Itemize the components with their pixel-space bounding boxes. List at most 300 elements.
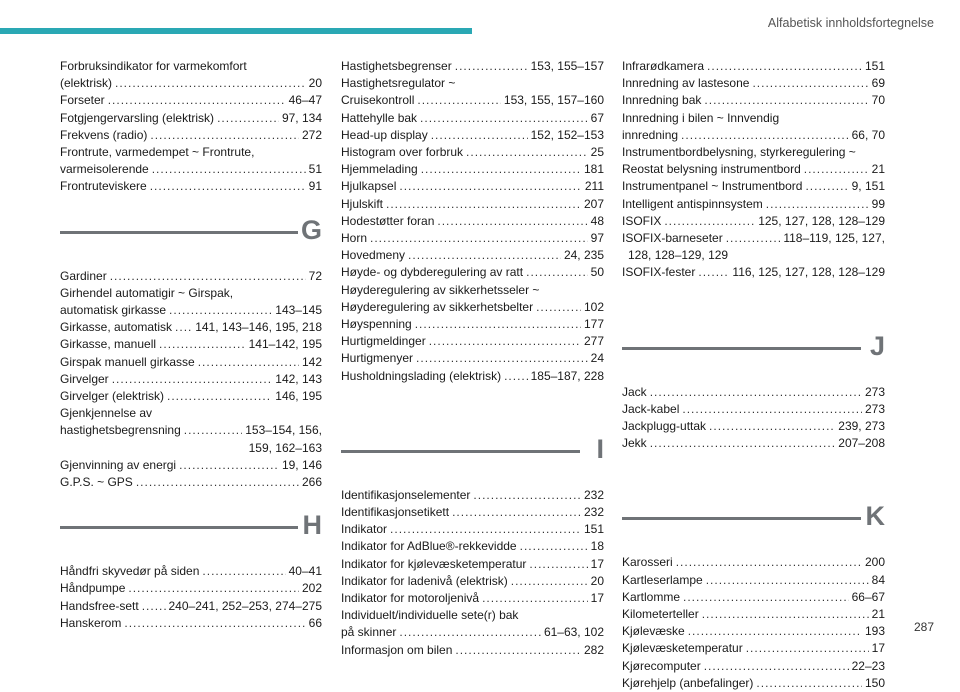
leader-dots [399,624,541,641]
index-entry-pages: 153, 155, 157–160 [503,93,604,108]
index-entry-pages-continued: 159, 162–163 [248,440,322,455]
index-entry-line [60,268,322,285]
index-entry-line [622,110,885,127]
index-entry-line [622,658,885,675]
index-entry-line [60,598,322,615]
leader-dots [676,554,862,571]
index-entry-pages: 97, 134 [281,110,322,125]
leader-dots [390,521,581,538]
leader-dots [421,161,581,178]
index-entry-line [341,556,604,573]
index-entry-term: Histogram over forbruk [341,145,464,160]
index-entry [341,504,604,521]
index-entry-term: Hastighetsregulator ~ [341,76,456,91]
index-entry-line [341,230,604,247]
index-entry-pages: 18 [590,539,604,554]
index-entry-term: ISOFIX-fester [622,265,696,280]
leader-dots [683,589,849,606]
index-entry-pages: 282 [583,642,604,657]
index-entry-line [60,178,322,195]
index-entry [60,388,322,405]
index-entry-line [341,642,604,659]
index-entry-line [341,247,604,264]
index-entry [60,92,322,109]
index-entry-term: Innredning av lastesone [622,76,750,91]
index-entry [341,58,604,75]
index-entry [622,606,885,623]
leader-dots [664,213,755,230]
index-entry-line [341,264,604,281]
index-entry-line [60,127,322,144]
index-entry-line [622,418,885,435]
leader-dots [159,336,246,353]
index-entry-line [60,161,322,178]
index-entry-term: Hanskerom [60,615,122,630]
leader-dots [466,144,588,161]
index-entry [341,213,604,230]
index-entry-line [341,58,604,75]
section-rule [60,526,298,529]
index-entry-pages: 240–241, 252–253, 274–275 [168,598,322,613]
index-entry-pages: 9, 151 [851,179,885,194]
leader-dots [726,230,781,247]
index-entry-line [341,573,604,590]
index-column-2 [341,58,604,659]
index-entry-term: Hjemmelading [341,162,418,177]
index-entry [622,92,885,109]
index-entry-line [622,196,885,213]
index-entry-term: Frontrute, varmedempet ~ Frontrute, [60,145,255,160]
index-entry [622,572,885,589]
index-entry-pages: 40–41 [288,564,322,579]
index-entry-term: Girkasse, automatisk [60,320,173,335]
index-entry [341,92,604,109]
leader-dots [756,675,862,692]
section-letter: I [596,433,604,464]
index-entry [341,230,604,247]
index-entry-term: Kjølevæsketemperatur [622,641,743,656]
index-entry-pages: 153–154, 156, [245,423,322,438]
index-entry-line [60,144,322,161]
leader-dots [429,333,581,350]
leader-dots [804,161,869,178]
index-entry [60,457,322,474]
leader-dots [698,264,729,281]
index-entry-line [341,161,604,178]
index-entry-pages-continued: 128, 128–129, 129 [628,248,729,263]
index-entry-pages: 152, 152–153 [530,127,604,142]
index-entry [60,161,322,178]
index-entry-line [60,580,322,597]
index-entry-term: Høyderegulering av sikkerhetsbelter [341,299,534,314]
index-entry-line [341,299,604,316]
index-entry-term: Kilometerteller [622,607,699,622]
index-entry-pages: 84 [871,572,885,587]
index-entry [60,127,322,144]
section-rule [341,450,580,453]
index-entry-term: Instrumentpanel ~ Instrumentbord [622,179,803,194]
index-entry-pages: 239, 273 [838,419,885,434]
leader-dots [112,371,273,388]
leader-dots [198,354,299,371]
index-entry-term: Infrarødkamera [622,59,705,73]
index-entry-term: Indikator for motoroljenivå [341,591,480,606]
index-entry-line [341,75,604,92]
index-entry-pages: 22–23 [851,658,885,673]
index-entry-line [622,75,885,92]
index-entry [60,336,322,353]
index-entry [341,487,604,504]
index-entry-pages: 200 [864,555,885,570]
leader-dots [408,247,561,264]
index-entry-line [60,319,322,336]
index-entry-line [341,607,604,624]
index-entry-term: Karosseri [622,555,673,570]
index-entry-term: Jekk [622,436,647,451]
section-spacer [622,282,885,312]
index-entry-pages: 17 [871,641,885,656]
index-entry-term: hastighetsbegrensning [60,423,181,438]
index-entry-term: Girspak manuell girkasse [60,354,195,369]
index-entry-term: Jack [622,384,647,399]
index-entry-pages: 207 [583,196,604,211]
leader-dots [108,92,286,109]
index-entry [341,75,604,92]
index-entry-term: ISOFIX [622,213,662,228]
index-entry-term: Individuelt/individuelle sete(r) bak [341,608,519,623]
index-entry [60,58,322,75]
index-entry-pages: 51 [308,162,322,177]
index-entry-line [622,161,885,178]
index-entry-term: Identifikasjonselementer [341,487,471,502]
index-entry [341,573,604,590]
index-entry [622,127,885,144]
index-entry [622,213,885,230]
index-entry [341,316,604,333]
index-entry-term: Indikator for kjølevæsketemperatur [341,556,527,571]
index-entry-term: ISOFIX-barneseter [622,231,723,246]
index-entry [622,161,885,178]
index-entry-pages: 20 [590,573,604,588]
index-entry [622,58,885,75]
index-entry-pages: 151 [583,522,604,537]
index-entry-pages: 193 [864,624,885,639]
index-entry-line [341,333,604,350]
leader-dots [415,316,581,333]
index-entry-line [622,384,885,401]
leader-dots [805,178,848,195]
index-entry-line [341,213,604,230]
leader-dots [115,75,306,92]
index-entry [622,435,885,452]
index-entry-line [60,388,322,405]
leader-dots [142,598,166,615]
index-entry-term: (elektrisk) [60,76,113,91]
index-entry-line [341,127,604,144]
index-entry [60,75,322,92]
index-entry-line [60,354,322,371]
leader-dots [431,127,528,144]
index-entry-pages: 181 [583,162,604,177]
index-entry-term: Hjulkapsel [341,179,397,194]
leader-dots [526,264,588,281]
leader-dots [709,418,835,435]
section-letter: G [300,214,322,245]
index-entry-term: G.P.S. ~ GPS [60,475,133,490]
index-entry-line [341,350,604,367]
index-entry-term: Girvelger (elektrisk) [60,389,165,404]
index-entry-line [622,230,885,247]
leader-dots [386,196,581,213]
section-heading [60,497,322,557]
leader-dots [128,580,299,597]
index-entry-term: Innredning bak [622,93,702,108]
index-entry-pages: 19, 146 [281,457,322,472]
index-entry-term: Cruisekontroll [341,93,415,108]
index-entry-line [622,144,885,161]
index-entry-term: Gjenvinning av energi [60,457,177,472]
index-entry-line [60,110,322,127]
index-entry-pages: 17 [590,591,604,606]
leader-dots [150,178,306,195]
index-entry-pages: 211 [584,179,604,194]
index-entry-line [60,615,322,632]
index-entry [341,178,604,195]
index-entry-pages: 91 [308,179,322,194]
index-entry [60,178,322,195]
index-entry [622,264,885,281]
index-entry [60,354,322,371]
leader-dots [511,573,588,590]
leader-dots [417,92,501,109]
index-entry-pages: 232 [583,487,604,502]
index-entry-line [60,457,322,474]
index-entry [622,110,885,127]
index-entry [60,144,322,161]
index-entry-term: Håndpumpe [60,581,126,596]
leader-dots [752,75,868,92]
index-entry-pages: 116, 125, 127, 128, 128–129 [732,265,885,280]
index-entry-pages: 24 [590,351,604,366]
leader-dots [416,350,588,367]
index-entry-line [341,316,604,333]
index-entry-term: innredning [622,127,679,142]
index-entry [622,418,885,435]
leader-dots [124,615,305,632]
index-entry-pages: 69 [871,76,885,91]
index-entry [341,299,604,316]
leader-dots [169,302,272,319]
index-entry [341,110,604,127]
index-entry-term: Jack-kabel [622,401,680,416]
index-entry-term: Reostat belysning instrumentbord [622,162,801,177]
leader-dots [179,457,279,474]
index-entry-pages: 66 [308,615,322,630]
index-entry [341,144,604,161]
index-entry [60,319,322,336]
index-entry-term: Kjørehjelp (anbefalinger) [622,675,754,690]
index-entry-pages: 273 [864,384,885,399]
index-entry [60,110,322,127]
index-entry-line [60,92,322,109]
index-entry-pages: 141–142, 195 [248,337,322,352]
leader-dots [202,563,285,580]
index-entry [622,589,885,606]
index-entry-pages: 25 [590,145,604,160]
index-entry-term: varmeisolerende [60,162,149,177]
index-entry-term: Høyde- og dybderegulering av ratt [341,265,524,280]
index-entry-line [622,435,885,452]
index-entry [622,554,885,571]
index-entry [341,282,604,299]
index-entry-line [622,92,885,109]
section-rule [60,231,298,234]
index-entry [341,538,604,555]
index-entry-pages: 232 [583,505,604,520]
index-entry [60,371,322,388]
leader-dots [704,92,868,109]
index-entry-term: Kjørecomputer [622,658,701,673]
index-entry-pages: 72 [308,268,322,283]
index-entry [60,598,322,615]
page-header-title: Alfabetisk innholdsfortegnelse [767,16,934,30]
leader-dots [520,538,588,555]
index-entry-pages: 153, 155–157 [530,59,604,73]
section-heading [622,318,885,378]
index-entry [341,590,604,607]
index-entry-line [60,302,322,319]
index-entry-term: Horn [341,231,368,246]
leader-dots [482,590,588,607]
leader-dots [175,319,192,336]
leader-dots [536,299,581,316]
index-entry [341,196,604,213]
index-entry-line [622,213,885,230]
leader-dots [529,556,587,573]
leader-dots [452,504,581,521]
index-entry-term: Girkasse, manuell [60,337,157,352]
index-entry-term: Hattehylle bak [341,110,418,125]
index-entry-pages: 141, 143–146, 195, 218 [195,320,322,335]
leader-dots [399,178,582,195]
index-entry [622,640,885,657]
index-entry-pages: 142 [301,354,322,369]
index-entry-term: Head-up display [341,127,428,142]
leader-dots [152,161,306,178]
index-entry-pages: 273 [864,401,885,416]
leader-dots [150,127,299,144]
index-entry-pages: 67 [590,110,604,125]
index-entry [341,368,604,385]
leader-dots [682,401,862,418]
index-entry [341,624,604,641]
index-entry-line [341,538,604,555]
index-entry-pages: 151 [864,59,885,73]
index-entry-term: Indikator [341,522,388,537]
index-entry-line [341,282,604,299]
index-entry-line [341,92,604,109]
index-entry [622,675,885,692]
index-entry-term: Identifikasjonsetikett [341,505,450,520]
index-entry-line [60,75,322,92]
index-entry-term: Forbruksindikator for varmekomfort [60,59,247,73]
index-entry-term: Håndfri skyvedør på siden [60,564,200,579]
index-entry-line [341,110,604,127]
index-entry [622,384,885,401]
index-entry-line [622,178,885,195]
index-entry-pages: 150 [864,675,885,690]
index-entry-line [341,504,604,521]
leader-dots [504,368,528,385]
index-entry-line [622,589,885,606]
index-entry-line [341,590,604,607]
index-entry-pages: 17 [590,556,604,571]
index-entry-term: Girhendel automatigir ~ Girspak, [60,285,234,300]
index-entry-line [60,58,322,75]
index-entry-line [60,422,322,439]
index-entry-pages: 61–63, 102 [543,625,604,640]
leader-dots [455,58,528,75]
index-entry-term: Gardiner [60,268,107,283]
section-heading [341,421,604,481]
index-entry-pages: 125, 127, 128, 128–129 [758,213,885,228]
header-accent-bar [0,28,472,34]
index-entry-pages: 99 [871,196,885,211]
index-entry-pages: 143–145 [275,303,322,318]
leader-dots [704,658,849,675]
index-entry-term: Kartlomme [622,589,681,604]
index-entry-line [622,606,885,623]
section-letter: H [302,510,322,541]
index-entry-pages: 102 [583,299,604,314]
leader-dots [706,572,869,589]
index-entry-term: Gjenkjennelse av [60,406,153,421]
index-entry-term: Intelligent antispinnsystem [622,196,763,211]
section-spacer [622,452,885,482]
index-entry-line [341,144,604,161]
section-rule [622,347,861,350]
index-entry-pages: 177 [583,317,604,332]
leader-dots [707,58,862,75]
index-entry [60,268,322,285]
index-entry-term: Jackplugg-uttak [622,419,707,434]
section-heading [622,488,885,548]
index-entry-term: Hovedmeny [341,248,406,263]
leader-dots [110,268,306,285]
index-entry [622,178,885,195]
index-entry-pages: 185–187, 228 [530,368,604,383]
index-entry-term: Forseter [60,93,105,108]
index-entry-pages: 48 [590,213,604,228]
index-entry [341,247,604,264]
index-entry-line [341,178,604,195]
index-entry [60,580,322,597]
index-entry-line [60,336,322,353]
index-entry-term: Hurtigmeldinger [341,334,426,349]
index-entry-line [622,675,885,692]
index-entry [341,556,604,573]
leader-dots [420,110,588,127]
leader-dots [473,487,581,504]
index-entry-line [341,196,604,213]
index-entry [622,230,885,264]
index-entry [341,642,604,659]
index-entry-term: Hodestøtter foran [341,213,435,228]
index-entry [60,285,322,302]
index-entry-term: Frekvens (radio) [60,127,148,142]
index-entry-pages: 66, 70 [851,127,885,142]
index-entry [60,615,322,632]
